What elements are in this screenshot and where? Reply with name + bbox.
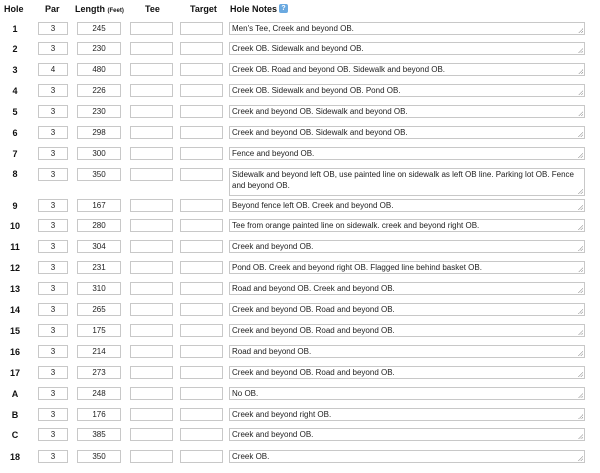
header-target: Target (190, 4, 217, 14)
resize-handle-icon[interactable] (578, 288, 583, 293)
hole-notes-textarea[interactable] (229, 324, 585, 337)
par-input[interactable]: 3 (38, 450, 68, 463)
resize-handle-icon[interactable] (578, 267, 583, 272)
length-input[interactable]: 214 (77, 345, 121, 358)
help-icon[interactable]: ? (279, 4, 288, 13)
par-input[interactable]: 3 (38, 387, 68, 400)
hole-notes-text: Beyond fence left OB. Creek and beyond OB. (232, 201, 394, 210)
hole-number: C (11, 430, 19, 440)
length-input[interactable]: 231 (77, 261, 121, 274)
tee-input[interactable] (130, 42, 173, 55)
length-input[interactable]: 230 (77, 42, 121, 55)
length-input[interactable]: 385 (77, 428, 121, 441)
resize-handle-icon[interactable] (578, 189, 583, 194)
length-input[interactable]: 280 (77, 219, 121, 232)
header-notes-label: Hole Notes (230, 4, 278, 14)
tee-input[interactable] (130, 63, 173, 76)
hole-number: 11 (10, 242, 20, 252)
par-input[interactable]: 3 (38, 22, 68, 35)
par-input[interactable]: 3 (38, 147, 68, 160)
hole-notes-textarea[interactable] (229, 282, 585, 295)
hole-notes-text: Men's Tee, Creek and beyond OB. (232, 24, 354, 33)
target-input[interactable] (180, 324, 223, 337)
resize-handle-icon[interactable] (578, 132, 583, 137)
hole-notes-textarea[interactable] (229, 345, 585, 358)
tee-input[interactable] (130, 168, 173, 181)
resize-handle-icon[interactable] (578, 111, 583, 116)
tee-input[interactable] (130, 450, 173, 463)
hole-number: 3 (12, 65, 18, 75)
par-input[interactable]: 3 (38, 303, 68, 316)
hole-number: 15 (9, 326, 20, 336)
hole-notes-textarea[interactable] (229, 105, 585, 118)
hole-notes-textarea[interactable] (229, 261, 585, 274)
header-length (75, 4, 124, 14)
resize-handle-icon[interactable] (578, 309, 583, 314)
hole-notes-textarea[interactable] (229, 240, 585, 253)
resize-handle-icon[interactable] (578, 28, 583, 33)
length-input[interactable]: 350 (77, 168, 121, 181)
hole-number: 8 (12, 169, 18, 179)
resize-handle-icon[interactable] (578, 414, 583, 419)
length-input[interactable]: 300 (77, 147, 121, 160)
header-hole: Hole (4, 4, 24, 14)
length-input[interactable]: 273 (77, 366, 121, 379)
resize-handle-icon[interactable] (578, 330, 583, 335)
resize-handle-icon[interactable] (578, 205, 583, 210)
hole-number: 6 (12, 128, 18, 138)
hole-notes-textarea[interactable] (229, 366, 585, 379)
resize-handle-icon[interactable] (578, 48, 583, 53)
hole-notes-text: Sidewalk and beyond left OB, use painted line on sidewalk as left OB line. Parking lot OB. Fence and beyond OB. (232, 170, 574, 190)
hole-notes-text: Road and beyond OB. Creek and beyond OB. (232, 284, 395, 293)
hole-number: 9 (12, 201, 18, 211)
hole-number: 2 (12, 44, 18, 54)
length-input[interactable]: 226 (77, 84, 121, 97)
header-par: Par (45, 4, 60, 14)
target-input[interactable] (180, 168, 223, 181)
length-input[interactable]: 480 (77, 63, 121, 76)
hole-notes-text: Creek OB. Sidewalk and beyond OB. Pond OB. (232, 86, 401, 95)
par-input[interactable]: 3 (38, 240, 68, 253)
length-input[interactable]: 298 (77, 126, 121, 139)
tee-input[interactable] (130, 219, 173, 232)
hole-notes-textarea[interactable] (229, 408, 585, 421)
target-input[interactable] (180, 105, 223, 118)
length-input[interactable]: 248 (77, 387, 121, 400)
par-input[interactable]: 3 (38, 261, 68, 274)
hole-notes-text: Pond OB. Creek and beyond right OB. Flagged line behind basket OB. (232, 263, 482, 272)
par-input[interactable]: 3 (38, 105, 68, 118)
hole-notes-textarea[interactable] (229, 126, 585, 139)
tee-input[interactable] (130, 105, 173, 118)
hole-number: 17 (9, 368, 20, 378)
tee-input[interactable] (130, 428, 173, 441)
tee-input[interactable] (130, 84, 173, 97)
hole-number: 4 (12, 86, 18, 96)
length-input[interactable]: 176 (77, 408, 121, 421)
target-input[interactable] (180, 366, 223, 379)
hole-notes-text: Creek OB. (232, 452, 270, 461)
hole-number: 13 (9, 284, 20, 294)
hole-notes-textarea[interactable] (229, 63, 585, 76)
hole-notes-text: Creek OB. Road and beyond OB. Sidewalk and beyond OB. (232, 65, 446, 74)
length-input[interactable]: 230 (77, 105, 121, 118)
resize-handle-icon[interactable] (578, 69, 583, 74)
tee-input[interactable] (130, 345, 173, 358)
tee-input[interactable] (130, 387, 173, 400)
hole-notes-text: Fence and beyond OB. (232, 149, 315, 158)
hole-notes-textarea[interactable] (229, 428, 585, 441)
hole-notes-text: Creek and beyond right OB. (232, 410, 332, 419)
hole-number: 10 (9, 221, 20, 231)
par-input[interactable]: 3 (38, 42, 68, 55)
table-header (0, 4, 600, 18)
target-input[interactable] (180, 126, 223, 139)
resize-handle-icon[interactable] (578, 456, 583, 461)
par-input[interactable]: 3 (38, 428, 68, 441)
target-input[interactable] (180, 22, 223, 35)
hole-number: 5 (12, 107, 18, 117)
hole-notes-text: No OB. (232, 389, 259, 398)
length-input[interactable]: 167 (77, 199, 121, 212)
length-input[interactable]: 304 (77, 240, 121, 253)
target-input[interactable] (180, 428, 223, 441)
hole-notes-textarea[interactable] (229, 199, 585, 212)
hole-notes-text: Creek and beyond OB. Road and beyond OB. (232, 326, 395, 335)
hole-notes-textarea[interactable] (229, 84, 585, 97)
tee-input[interactable] (130, 408, 173, 421)
target-input[interactable] (180, 240, 223, 253)
target-input[interactable] (180, 42, 223, 55)
resize-handle-icon[interactable] (578, 434, 583, 439)
hole-notes-text: Creek and beyond OB. (232, 242, 314, 251)
resize-handle-icon[interactable] (578, 246, 583, 251)
header-tee: Tee (145, 4, 160, 14)
resize-handle-icon[interactable] (578, 372, 583, 377)
tee-input[interactable] (130, 147, 173, 160)
par-input[interactable]: 3 (38, 345, 68, 358)
hole-notes-text: Tee from orange painted line on sidewalk. creek and beyond right OB. (232, 221, 480, 230)
hole-number: 1 (12, 24, 18, 34)
hole-notes-text: Creek and beyond OB. (232, 430, 314, 439)
length-input[interactable]: 350 (77, 450, 121, 463)
hole-notes-textarea[interactable] (229, 450, 585, 463)
hole-notes-textarea[interactable] (229, 219, 585, 232)
tee-input[interactable] (130, 324, 173, 337)
hole-notes-textarea[interactable] (229, 147, 585, 160)
par-input[interactable]: 3 (38, 199, 68, 212)
par-input[interactable]: 3 (38, 324, 68, 337)
tee-input[interactable] (130, 303, 173, 316)
par-input[interactable]: 3 (38, 366, 68, 379)
hole-notes-text: Creek and beyond OB. Sidewalk and beyond OB. (232, 128, 408, 137)
tee-input[interactable] (130, 240, 173, 253)
hole-notes-text: Creek OB. Sidewalk and beyond OB. (232, 44, 364, 53)
tee-input[interactable] (130, 126, 173, 139)
target-input[interactable] (180, 63, 223, 76)
hole-number: 7 (12, 149, 18, 159)
hole-number: 18 (9, 452, 20, 462)
par-input[interactable]: 3 (38, 219, 68, 232)
tee-input[interactable] (130, 366, 173, 379)
hole-number: B (11, 410, 19, 420)
target-input[interactable] (180, 408, 223, 421)
hole-notes-text: Creek and beyond OB. Sidewalk and beyond OB. (232, 107, 408, 116)
resize-handle-icon[interactable] (578, 393, 583, 398)
target-input[interactable] (180, 84, 223, 97)
par-input[interactable]: 3 (38, 408, 68, 421)
hole-number: 16 (9, 347, 20, 357)
tee-input[interactable] (130, 261, 173, 274)
target-input[interactable] (180, 282, 223, 295)
hole-notes-textarea[interactable] (229, 42, 585, 55)
length-input[interactable]: 265 (77, 303, 121, 316)
hole-notes-textarea[interactable] (229, 387, 585, 400)
tee-input[interactable] (130, 199, 173, 212)
target-input[interactable] (180, 450, 223, 463)
tee-input[interactable] (130, 282, 173, 295)
hole-notes-textarea[interactable] (229, 22, 585, 35)
length-input[interactable]: 310 (77, 282, 121, 295)
length-input[interactable]: 175 (77, 324, 121, 337)
par-input[interactable]: 3 (38, 126, 68, 139)
header-notes (230, 4, 286, 14)
header-length-label: Length (75, 4, 105, 14)
hole-notes-textarea[interactable] (229, 303, 585, 316)
hole-notes-text: Creek and beyond OB. Road and beyond OB. (232, 305, 395, 314)
length-input[interactable]: 245 (77, 22, 121, 35)
resize-handle-icon[interactable] (578, 351, 583, 356)
tee-input[interactable] (130, 22, 173, 35)
resize-handle-icon[interactable] (578, 153, 583, 158)
target-input[interactable] (180, 147, 223, 160)
par-input[interactable]: 3 (38, 282, 68, 295)
resize-handle-icon[interactable] (578, 90, 583, 95)
hole-number: 12 (9, 263, 20, 273)
hole-notes-text: Road and beyond OB. (232, 347, 312, 356)
target-input[interactable] (180, 199, 223, 212)
par-input[interactable]: 3 (38, 168, 68, 181)
target-input[interactable] (180, 345, 223, 358)
target-input[interactable] (180, 387, 223, 400)
hole-number: 14 (9, 305, 20, 315)
hole-notes-textarea[interactable] (229, 168, 585, 196)
target-input[interactable] (180, 261, 223, 274)
par-input[interactable]: 3 (38, 84, 68, 97)
target-input[interactable] (180, 303, 223, 316)
par-input[interactable]: 4 (38, 63, 68, 76)
hole-number: A (11, 389, 19, 399)
header-length-unit: (Feet) (107, 8, 124, 14)
hole-notes-text: Creek and beyond OB. Road and beyond OB. (232, 368, 395, 377)
resize-handle-icon[interactable] (578, 225, 583, 230)
target-input[interactable] (180, 219, 223, 232)
